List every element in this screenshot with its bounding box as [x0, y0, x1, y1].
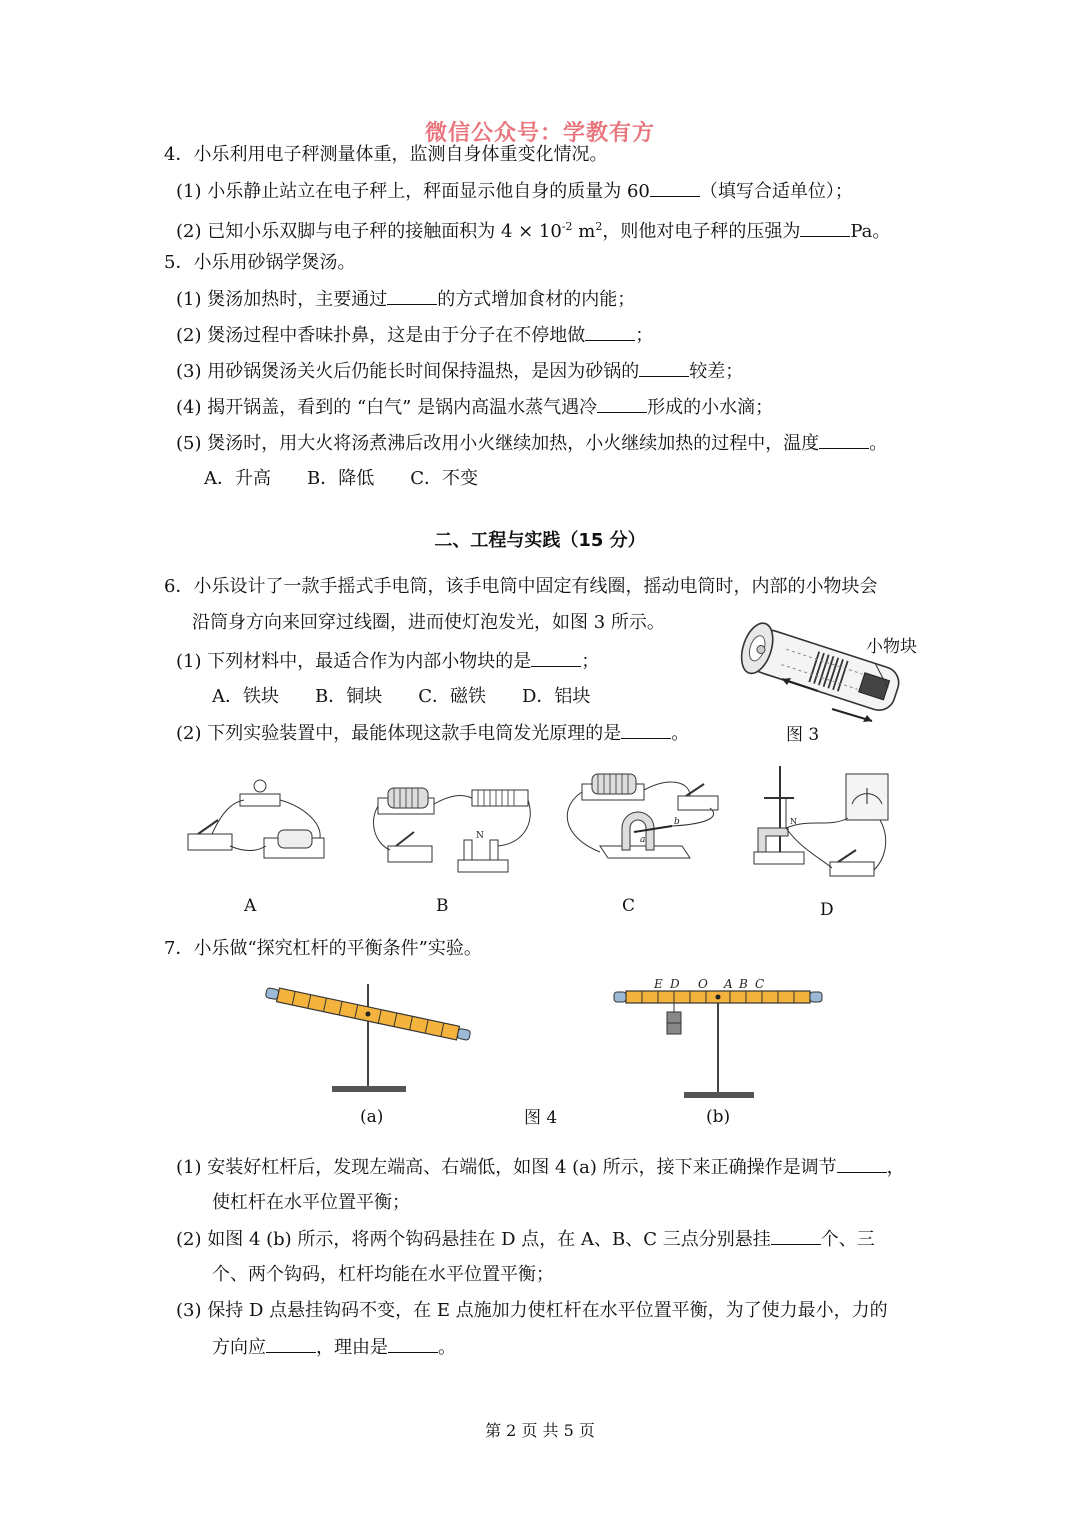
q4-part2-exponent: -2 — [561, 220, 573, 233]
q6-part1: (1) 下列材料中，最适合作为内部小物块的是 ； — [176, 651, 600, 672]
q7-part3-blank1[interactable] — [266, 1336, 316, 1353]
q5-part1-blank[interactable] — [387, 288, 437, 305]
page-footer: 第 2 页 共 5 页 — [485, 1421, 595, 1440]
q7-part2-cont: 个、两个钩码，杠杆均能在水平位置平衡； — [212, 1264, 554, 1285]
lever-point-b: B — [739, 977, 748, 991]
q4-part1 — [176, 180, 853, 203]
q5-part1: (1) 煲汤加热时，主要通过 的方式增加食材的内能； — [176, 289, 636, 310]
q4-part1-blank[interactable] — [650, 180, 700, 197]
figure3-block-label: 小物块 — [866, 637, 917, 657]
q7-part2-blank[interactable] — [771, 1228, 821, 1245]
q6-part2: (2) 下列实验装置中，最能体现这款手电筒发光原理的是 。 — [176, 723, 690, 744]
q7-part2: (2) 如图 4 (b) 所示，将两个钩码悬挂在 D 点，在 A、B、C 三点分别悬挂 个、三 — [176, 1229, 875, 1250]
lever-point-o: O — [698, 977, 708, 991]
q6-options: A．铁块 B．铜块 C．磁铁 D．铝块 — [212, 686, 591, 707]
q4-stem: 4．小乐利用电子秤测量体重，监测自身体重变化情况。 — [164, 144, 608, 165]
apparatus-d-figure — [750, 758, 890, 888]
q6-stem-line2: 沿筒身方向来回穿过线圈，进而使灯泡发光，如图 3 所示。 — [192, 612, 665, 633]
figure4b-label: (b) — [706, 1107, 731, 1127]
apparatus-a-label: A — [244, 896, 257, 916]
figure3-caption: 图 3 — [786, 725, 820, 745]
lever-figure-a — [262, 970, 472, 1100]
q6-stem-line1: 6．小乐设计了一款手摇式手电筒，该手电筒中固定有线圈，摇动电筒时，内部的小物块会 — [164, 576, 878, 597]
q7-part3-blank2[interactable] — [388, 1336, 438, 1353]
lever-point-d: D — [670, 977, 680, 991]
q6-part2-blank[interactable] — [621, 722, 671, 739]
q4-part2-text: (2) 已知小乐双脚与电子秤的接触面积为 4 × 10 — [176, 221, 562, 242]
q7-part3: (3) 保持 D 点悬挂钩码不变，在 E 点施加力使杠杆在水平位置平衡，为了使力最小，力的 — [176, 1300, 888, 1321]
q5-options: A．升高 B．降低 C．不变 — [204, 468, 478, 489]
apparatus-b-n-label: N — [476, 831, 484, 841]
q5-part4-blank[interactable] — [597, 396, 647, 413]
q4-part2-square: 2 — [595, 220, 603, 233]
q5-stem: 5．小乐用砂锅学煲汤。 — [164, 252, 356, 273]
figure4a-label: (a) — [360, 1107, 384, 1127]
q4-part2-blank[interactable] — [800, 220, 850, 237]
q5-part5: (5) 煲汤时，用大火将汤煮沸后改用小火继续加热，小火继续加热的过程中，温度 。 — [176, 433, 888, 454]
q4-part2-unit: m — [572, 221, 596, 242]
apparatus-c-figure — [560, 766, 720, 876]
lever-point-c: C — [755, 977, 765, 991]
figure4-caption: 图 4 — [524, 1108, 558, 1128]
flashlight-figure — [720, 605, 920, 735]
apparatus-a-figure — [182, 772, 332, 872]
q7-part1: (1) 安装好杠杆后，发现左端高、右端低，如图 4 (a) 所示，接下来正确操作是调节 ， — [176, 1157, 905, 1178]
q5-part3: (3) 用砂锅煲汤关火后仍能长时间保持温热，是因为砂锅的 较差； — [176, 361, 744, 382]
q4-part1-suffix: （填写合适单位）； — [699, 181, 853, 202]
lever-figure-b — [610, 976, 830, 1106]
apparatus-d-n-label: N — [790, 817, 797, 826]
q7-part1-blank[interactable] — [837, 1156, 887, 1173]
q5-part3-blank[interactable] — [639, 360, 689, 377]
q5-part5-blank[interactable] — [819, 432, 869, 449]
lever-point-a: A — [724, 977, 733, 991]
q4-part2 — [176, 216, 890, 243]
q4-part2-text2: ，则他对电子秤的压强为 — [602, 221, 801, 242]
q4-part2-suffix: Pa。 — [850, 221, 891, 242]
apparatus-d-label: D — [820, 900, 834, 920]
q5-part2-blank[interactable] — [585, 324, 635, 341]
watermark-text: 微信公众号：学教有方 — [424, 120, 655, 146]
q7-part3-cont: 方向应 ，理由是 。 — [212, 1337, 456, 1358]
q5-part2: (2) 煲汤过程中香味扑鼻，这是由于分子在不停地做 ； — [176, 325, 654, 346]
lever-point-e: E — [654, 977, 663, 991]
apparatus-b-figure — [372, 774, 532, 884]
q7-stem: 7．小乐做“探究杠杆的平衡条件”实验。 — [164, 938, 482, 959]
apparatus-c-label: C — [622, 896, 636, 916]
q6-part1-blank[interactable] — [531, 650, 581, 667]
apparatus-c-a-label: a — [640, 835, 646, 845]
q5-part4: (4) 揭开锅盖，看到的 “白气” 是锅内高温水蒸气遇冷 形成的小水滴； — [176, 397, 774, 418]
q7-part1-cont: 使杠杆在水平位置平衡； — [212, 1192, 410, 1213]
q4-part1-text: (1) 小乐静止站立在电子秤上，秤面显示他自身的质量为 60 — [176, 181, 650, 202]
apparatus-b-label: B — [436, 896, 449, 916]
section-title: 二、工程与实践（15 分） — [434, 530, 646, 551]
apparatus-c-b-label: b — [674, 817, 680, 827]
